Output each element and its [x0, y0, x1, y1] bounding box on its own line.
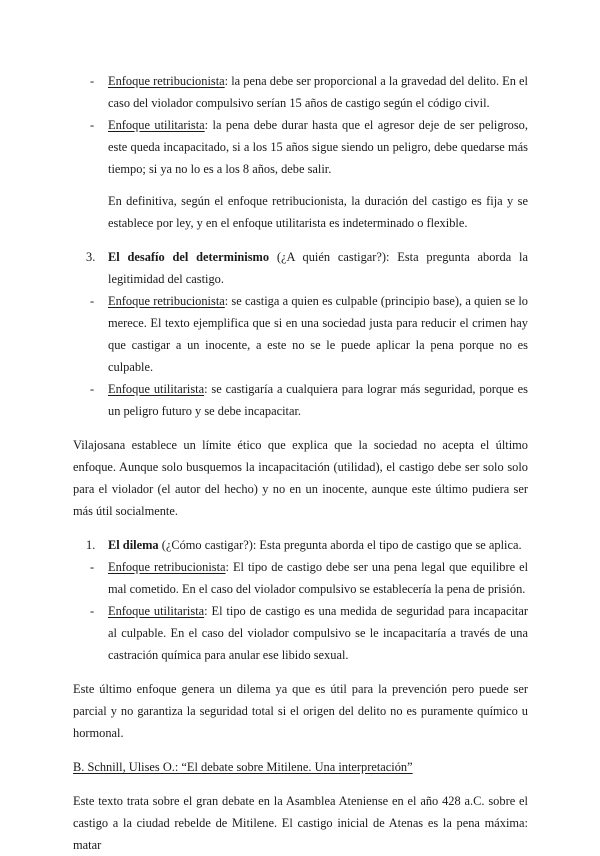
section-question: (¿Cómo castigar?): Esta pregunta aborda el tipo de castigo que se aplica.	[158, 538, 522, 552]
bullet-label: Enfoque utilitarista	[108, 382, 205, 396]
bullet-utilitarista-como	[73, 600, 528, 666]
conclusion-paragraph: En definitiva, según el enfoque retribucionista, la duración del castigo es fija y se establece por ley, y en el enfoque utilitarista es indeterminado o flexible.	[108, 194, 528, 230]
bullet-utilitarista-duracion	[73, 114, 528, 180]
bullet-text: : la pena debe ser proporcional a la gravedad del delito. En el caso del violador compulsivo serían 15 años de castigo según el código civil.	[108, 74, 529, 110]
bullet-label: Enfoque utilitarista	[108, 118, 205, 132]
bullet-text: : El tipo de castigo es una medida de seguridad para incapacitar al culpable. En el caso del violador compulsivo se le incapacitaría a través de una castración química para anular ese libido sexual.	[108, 604, 528, 662]
bullet-dash: -	[90, 560, 95, 574]
dilema-paragraph: Este último enfoque genera un dilema ya que es útil para la prevención pero puede ser parcial y no garantiza la seguridad total si el origen del delito no es puramente químico u hormonal.	[73, 682, 528, 740]
section-determinismo-heading	[73, 246, 528, 290]
bullet-label: Enfoque utilitarista	[108, 604, 205, 618]
section-number: 1.	[86, 538, 96, 552]
bullet-text: : El tipo de castigo debe ser una pena legal que equilibre el mal cometido. En el caso del violador compulsivo se establecería la pena de prisión.	[108, 560, 529, 596]
reference-heading	[73, 756, 528, 778]
mitilene-paragraph: Este texto trata sobre el gran debate en la Asamblea Ateniense en el año 428 a.C. sobre el castigo a la ciudad rebelde de Mitilene. El castigo inicial de Atenas es la pena máxima: matar	[73, 794, 528, 852]
bullet-retribucionista-duracion	[73, 70, 528, 114]
bullet-text: : se castiga a quien es culpable (principio base), a quien se lo merece. El texto ejemplifica que si en una sociedad justa para reducir el crimen hay que castigar a un inocente, a este no se le puede aplicar la pena porque no es culpable.	[108, 294, 528, 374]
vilajosana-paragraph: Vilajosana establece un límite ético que explica que la sociedad no acepta el último enfoque. Aunque solo busquemos la incapacitación (utilidad), el castigo debe ser solo solo para el violador (el autor del hecho) y no en un inocente, aunque este último pudiera ser más útil socialmente.	[73, 438, 528, 518]
section-dilema-heading	[73, 534, 528, 556]
bullet-utilitarista-quien	[73, 378, 528, 422]
bullet-dash: -	[90, 382, 95, 396]
bullet-text: : la pena debe durar hasta que el agresor deje de ser peligroso, este queda incapacitado, si a los 15 años sigue siendo un peligro, debe quedarse más tiempo; si ya no lo es a los 8 años, debe salir.	[108, 118, 528, 176]
bullet-dash: -	[90, 294, 95, 308]
bullet-text: : se castigaría a cualquiera para lograr más seguridad, porque es un peligro futuro y se debe incapacitar.	[108, 382, 528, 418]
bullet-label: Enfoque retribucionista	[108, 74, 225, 88]
bullet-retribucionista-como	[73, 556, 528, 600]
section-title: El desafío del determinismo	[108, 250, 270, 264]
bullet-label: Enfoque retribucionista	[108, 294, 225, 308]
bullet-dash: -	[90, 74, 95, 88]
bullet-label: Enfoque retribucionista	[108, 560, 226, 574]
section-question: (¿A quién castigar?): Esta pregunta aborda la legitimidad del castigo.	[108, 250, 528, 286]
section-number: 3.	[86, 250, 96, 264]
reference-title: B. Schnill, Ulises O.: “El debate sobre Mitilene. Una interpretación”	[73, 760, 413, 774]
section-title: El dilema	[108, 538, 159, 552]
bullet-dash: -	[90, 118, 95, 132]
bullet-retribucionista-quien	[73, 290, 528, 378]
document-page	[73, 70, 528, 856]
bullet-dash: -	[90, 604, 95, 618]
